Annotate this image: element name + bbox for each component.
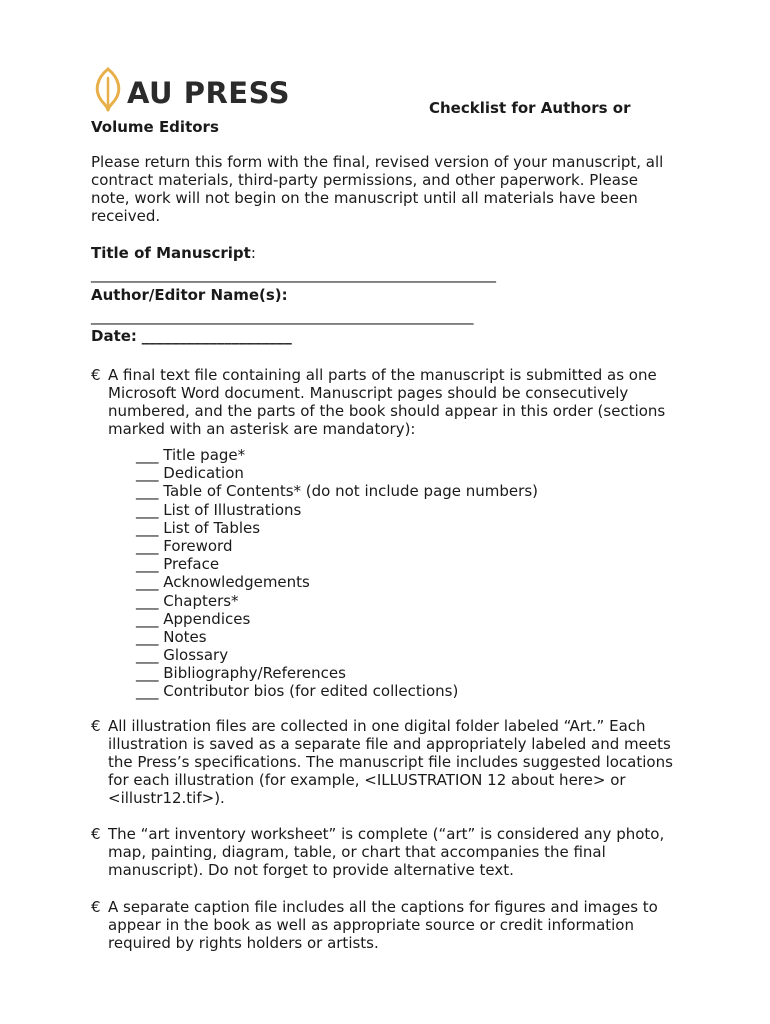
list-item: ___ List of Illustrations xyxy=(136,500,302,519)
list-item: ___ Foreword xyxy=(136,536,233,555)
title-of-manuscript-line[interactable]: ______________________________________________________ xyxy=(91,265,496,283)
logo-wordmark: AU PRESS xyxy=(127,76,291,110)
list-item: ___ Dedication xyxy=(136,464,244,483)
checklist-item-text: The “art inventory worksheet” is complete (“art” is considered any photo, map, painting, diagram, table, or chart that accompanies the final manuscript). Do not forget to provide alternative text. xyxy=(108,825,665,879)
leaf-icon xyxy=(91,66,125,114)
author-editor-label: Author/Editor Name(s): xyxy=(91,286,288,304)
checklist-item-final-text xyxy=(91,366,691,438)
list-item: ___ Preface xyxy=(136,555,220,574)
document-title-line-1: Checklist for Authors or xyxy=(429,99,631,117)
list-item: ___ Table of Contents* (do not include page numbers) xyxy=(136,482,538,501)
checklist-item-captions xyxy=(91,898,691,952)
checklist-item-text: All illustration files are collected in one digital folder labeled “Art.” Each illustration is saved as a separate file and appropriately labeled and meets the Press’s specifications. The manuscript file includes suggested locations for each illustration (for example, <ILLUSTRATION 12 about here> or <illustr12.tif>). xyxy=(108,717,673,807)
list-item: ___ Acknowledgements xyxy=(136,573,310,592)
euro-bullet-icon[interactable]: € xyxy=(91,717,101,735)
checklist-item-text: A separate caption file includes all the captions for figures and images to appear in the book as well as appropriate source or credit information required by rights holders or artists. xyxy=(108,898,658,952)
manuscript-parts-list xyxy=(136,446,538,701)
au-press-logo xyxy=(91,66,290,114)
author-editor-line[interactable]: ___________________________________________________ xyxy=(91,307,474,325)
list-item: ___ Notes xyxy=(136,627,207,646)
title-of-manuscript-colon: : xyxy=(250,244,256,262)
list-item: ___ Appendices xyxy=(136,609,251,628)
euro-bullet-icon[interactable]: € xyxy=(91,366,101,384)
date-label: Date: xyxy=(91,327,137,345)
date-field xyxy=(91,327,292,345)
list-item: ___ Title page* xyxy=(136,446,246,464)
document-title-line-2: Volume Editors xyxy=(91,118,219,136)
list-item: ___ Contributor bios (for edited collections) xyxy=(136,682,459,701)
list-item: ___ Bibliography/References xyxy=(136,664,346,683)
title-of-manuscript-field xyxy=(91,244,256,262)
list-item: ___ Chapters* xyxy=(136,591,239,610)
author-editor-field xyxy=(91,286,288,304)
date-line[interactable]: ____________________ xyxy=(141,327,292,345)
checklist-item-art-inventory xyxy=(91,825,691,879)
intro-paragraph: Please return this form with the final, revised version of your manuscript, all contract materials, third-party permissions, and other paperwork. Please note, work will not begin on the manuscript until all materials have been received. xyxy=(91,153,664,225)
euro-bullet-icon[interactable]: € xyxy=(91,825,101,843)
list-item: ___ List of Tables xyxy=(136,518,261,537)
title-of-manuscript-label: Title of Manuscript xyxy=(91,244,251,262)
list-item: ___ Glossary xyxy=(136,646,229,665)
euro-bullet-icon[interactable]: € xyxy=(91,898,101,916)
checklist-item-illustrations xyxy=(91,717,691,807)
checklist-item-text: A final text file containing all parts of the manuscript is submitted as one Microsoft Word document. Manuscript pages should be consecutively numbered, and the parts of the book should appear in this order (sections marked with an asterisk are mandatory): xyxy=(108,366,666,438)
